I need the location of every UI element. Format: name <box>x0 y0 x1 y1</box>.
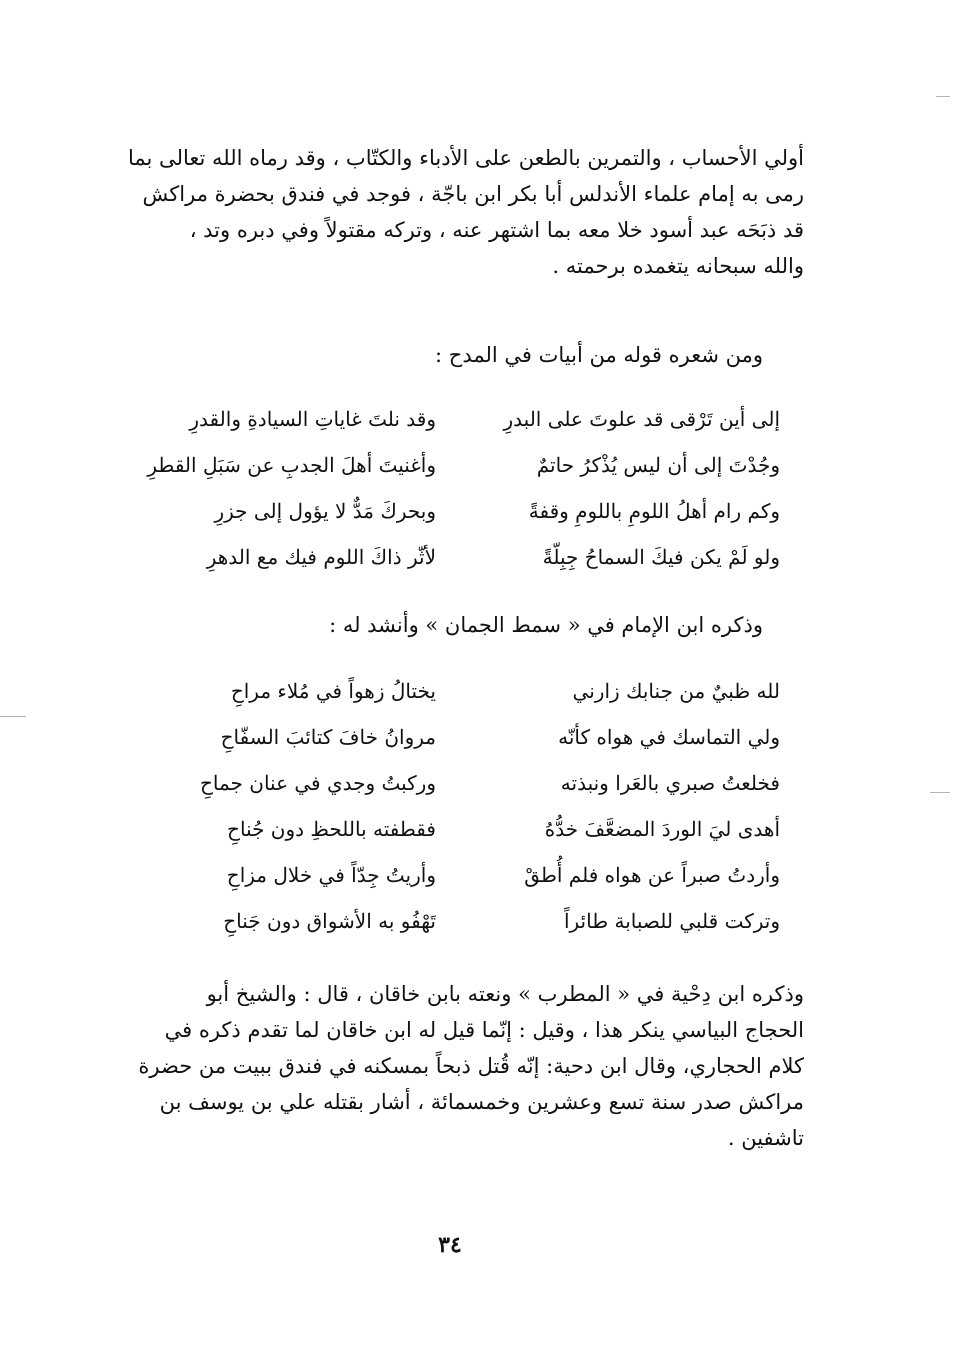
paragraph-opening <box>104 140 804 284</box>
hemistich-first: وتركت قلبي للصبابة طائراً <box>563 909 780 933</box>
hemistich-first: لله ظبيٌ من جنابك زارني <box>572 679 780 703</box>
hemistich-second: تَهْفُو به الأشواق دون جَناحِ <box>223 909 436 933</box>
hemistich-first: وجُدْتَ إلى أن ليس يُذْكرُ حاتمٌ <box>536 453 780 477</box>
page-number: ٣٤ <box>438 1232 462 1258</box>
hemistich-second: مروانُ خافَ كتائبَ السفّاحِ <box>220 725 436 749</box>
scan-mark <box>936 96 950 97</box>
hemistich-second: وأريتُ جِدّاً في خلال مزاحِ <box>226 863 436 887</box>
verse <box>104 534 804 580</box>
hemistich-first: ولو لَمْ يكن فيكَ السماحُ جِبِلّةً <box>542 545 780 569</box>
hemistich-first: وأردتُ صبراً عن هواه فلم أُطقْ <box>524 863 780 887</box>
scan-mark <box>930 792 950 793</box>
hemistich-first: وكم رام أهلُ اللومِ باللومِ وقفةً <box>528 499 780 523</box>
text-line: مراكش صدر سنة تسع وعشرين وخمسمائة ، أشار بقتله علي بن يوسف بن <box>159 1090 804 1114</box>
poem-intro-simt: وذكره ابن الإمام في « سمط الجمان » وأنشد له : <box>329 613 763 637</box>
hemistich-second: وبحركَ مَدٌّ لا يؤول إلى جزرِ <box>214 499 436 523</box>
hemistich-first: أهدى ليَ الوردَ المضعَّفَ خدُّهُ <box>544 817 780 841</box>
hemistich-second: لأثّر ذاكَ اللوم فيك مع الدهرِ <box>206 545 436 569</box>
verse <box>104 898 804 944</box>
verse <box>104 852 804 898</box>
hemistich-second: وقد نلتَ غاياتِ السيادةِ والقدرِ <box>189 407 436 431</box>
hemistich-second: يختالُ زهواً في مُلاء مراحِ <box>230 679 436 703</box>
scan-mark <box>0 716 26 717</box>
poem-praise <box>104 396 804 580</box>
hemistich-first: فخلعتُ صبري بالعَرا ونبذته <box>560 771 780 795</box>
verse <box>104 396 804 442</box>
hemistich-first: ولي التماسك في هواه كأنّه <box>558 725 780 749</box>
text-line: الحجاج البياسي ينكر هذا ، وقيل : إنّما قيل له ابن خاقان لما تقدم ذكره في <box>164 1018 804 1042</box>
text-line: والله سبحانه يتغمده برحمته . <box>552 254 804 278</box>
verse <box>104 668 804 714</box>
text-line: تاشفين . <box>727 1126 804 1150</box>
poem-ghazal <box>104 668 804 944</box>
verse <box>104 442 804 488</box>
text-line: وذكره ابن دِحْية في « المطرب » ونعته بابن خاقان ، قال : والشيخ أبو <box>206 982 804 1006</box>
verse <box>104 488 804 534</box>
hemistich-second: وركبتُ وجدي في عنان جماحِ <box>199 771 436 795</box>
verse <box>104 714 804 760</box>
text-line: أولي الأحساب ، والتمرين بالطعن على الأدباء والكتّاب ، وقد رماه الله تعالى بما <box>128 146 804 170</box>
poem-intro-praise: ومن شعره قوله من أبيات في المدح : <box>435 343 763 367</box>
hemistich-second: فقطفته باللحظِ دون جُناحِ <box>227 817 436 841</box>
paragraph-closing <box>104 976 804 1156</box>
text-line: قد ذبَحَه عبد أسود خلا معه بما اشتهر عنه ، وتركه مقتولاً وفي دبره وتد ، <box>189 218 804 242</box>
verse <box>104 806 804 852</box>
hemistich-first: إلى أين تَرْقى قد علوتَ على البدرِ <box>503 407 780 431</box>
verse <box>104 760 804 806</box>
hemistich-second: وأغنيتَ أهلَ الجدبِ عن سَبَلِ القطرِ <box>147 453 436 477</box>
text-line: كلام الحجاري، وقال ابن دحية: إنّه قُتل ذبحاً بمسكنه في فندق ببيت من حضرة <box>138 1054 804 1078</box>
text-line: رمى به إمام علماء الأندلس أبا بكر ابن باجّة ، فوجد في فندق بحضرة مراكش <box>142 182 804 206</box>
